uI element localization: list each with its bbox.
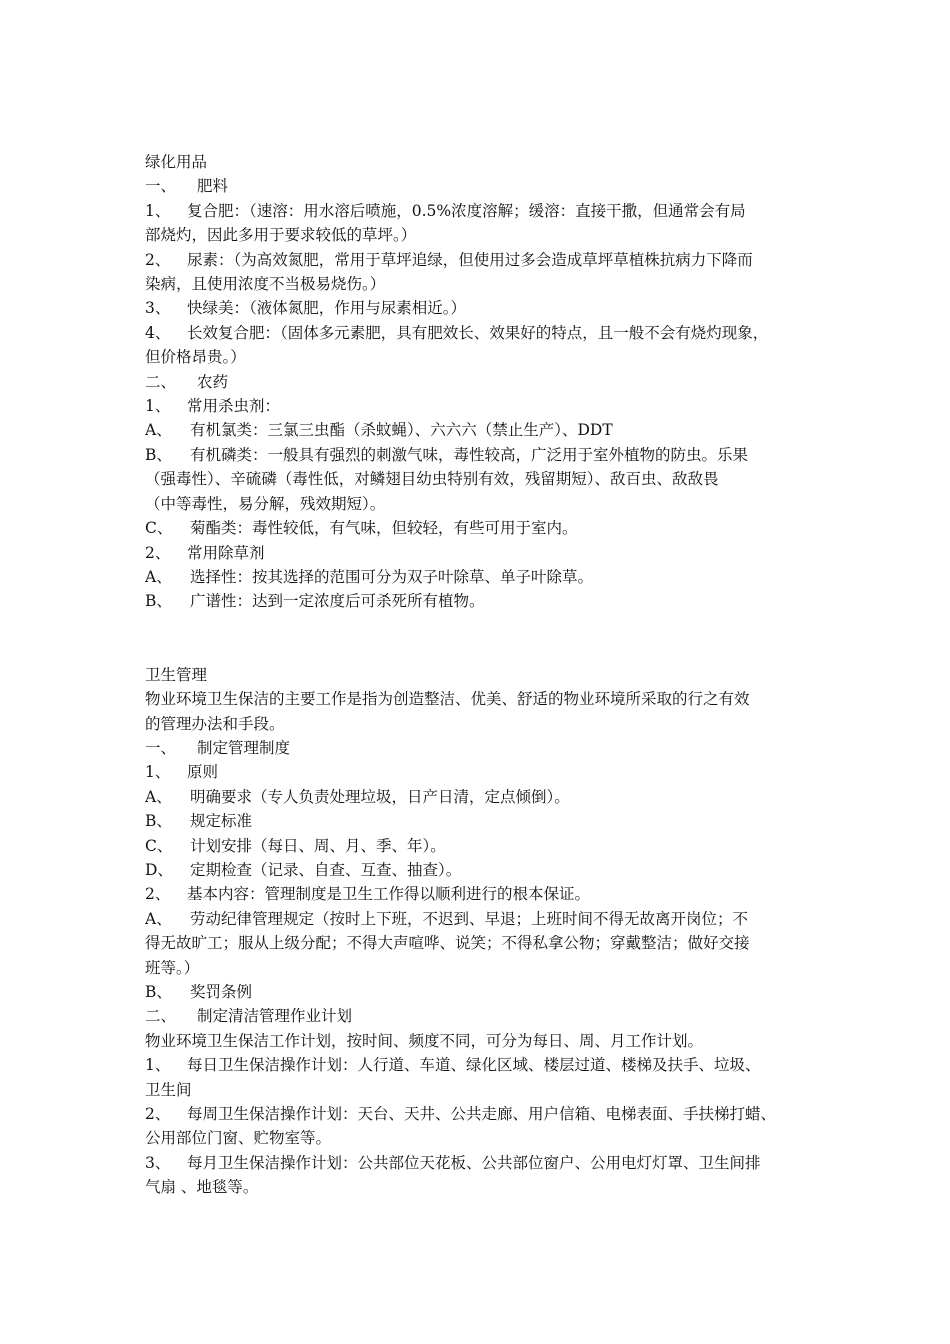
- list-item: [145, 516, 820, 540]
- list-item-continuation: 染病，且使用浓度不当极易烧伤。）: [145, 275, 386, 294]
- list-item: [145, 565, 820, 589]
- heading-text: 制定管理制度: [197, 738, 291, 757]
- list-item: [145, 1151, 820, 1175]
- list-item: [145, 394, 820, 418]
- list-marker: C、: [145, 836, 173, 855]
- document-page: [145, 150, 820, 1200]
- list-marker: A、: [145, 567, 172, 586]
- list-item-text: 广谱性：达到一定浓度后可杀死所有植物。: [190, 592, 485, 611]
- list-marker: A、: [145, 787, 172, 806]
- list-marker: A、: [145, 421, 172, 440]
- list-marker: A、: [145, 909, 172, 928]
- list-item: [145, 760, 820, 784]
- list-item-text: 常用杀虫剂：: [187, 397, 281, 416]
- heading-rules: [145, 736, 820, 760]
- list-item-continuation: 气扇 、地毯等。: [145, 1178, 259, 1197]
- list-item: [145, 248, 820, 272]
- list-item: [145, 858, 820, 882]
- list-marker: 1、: [145, 201, 171, 220]
- list-marker: 1、: [145, 397, 171, 416]
- list-item-text: 每月卫生保洁操作计划：公共部位天花板、公共部位窗户、公用电灯灯罩、卫生间排: [187, 1153, 761, 1172]
- list-marker: 2、: [145, 543, 171, 562]
- list-item-text: 菊酯类：毒性较低，有气味，但较轻，有些可用于室内。: [190, 519, 578, 538]
- list-item-continuation: 但价格昂贵。）: [145, 348, 246, 367]
- list-item-text: 计划安排（每日、周、月、季、年）。: [190, 836, 446, 855]
- section-spacer: [145, 614, 820, 663]
- list-item: [145, 882, 820, 906]
- list-item: [145, 199, 820, 223]
- list-item-text: 每日卫生保洁操作计划：人行道、车道、绿化区域、楼层过道、楼梯及扶手、垃圾、: [187, 1056, 761, 1075]
- list-marker: C、: [145, 519, 173, 538]
- section-title: 绿化用品: [145, 153, 208, 171]
- list-item-text: 劳动纪律管理规定（按时上下班，不迟到、早退；上班时间不得无故离开岗位；不: [190, 909, 749, 928]
- list-item-text: 规定标准: [190, 812, 253, 831]
- list-marker: 3、: [145, 299, 171, 318]
- list-item: [145, 418, 820, 442]
- list-marker: 二、: [145, 1007, 177, 1026]
- list-marker: B、: [145, 983, 172, 1001]
- list-item-continuation: 公用部位门窗、贮物室等。: [145, 1129, 332, 1148]
- list-item-text: 长效复合肥：（固体多元素肥，具有肥效长、效果好的特点，且一般不会有烧灼现象，: [187, 323, 769, 342]
- list-item-continuation: 部烧灼，因此多用于要求较低的草坪。）: [145, 226, 417, 245]
- list-item: [145, 834, 820, 858]
- list-marker: B、: [145, 592, 172, 611]
- list-marker: 2、: [145, 885, 171, 904]
- section-title: 卫生管理: [145, 665, 208, 684]
- heading-text: 肥料: [197, 177, 229, 196]
- heading-text: 制定清洁管理作业计划: [197, 1007, 353, 1026]
- paragraph: 物业环境卫生保洁的主要工作是指为创造整洁、优美、舒适的物业环境所采取的行之有效: [145, 690, 750, 709]
- list-item: [145, 907, 820, 931]
- list-item: [145, 296, 820, 320]
- list-item: [145, 980, 820, 1004]
- list-marker: 二、: [145, 372, 177, 391]
- list-item-text: 常用除草剂: [187, 543, 265, 562]
- list-marker: D、: [145, 860, 173, 879]
- list-marker: 1、: [145, 763, 171, 782]
- list-marker: 一、: [145, 177, 177, 196]
- list-marker: B、: [145, 812, 172, 831]
- heading-text: 农药: [197, 372, 229, 391]
- list-item-continuation: 卫生间: [145, 1080, 192, 1099]
- list-item-text: 奖罚条例: [190, 983, 253, 1001]
- list-item: [145, 321, 820, 345]
- list-item-text: 选择性：按其选择的范围可分为双子叶除草、单子叶除草。: [190, 567, 594, 586]
- list-marker: B、: [145, 445, 172, 464]
- list-item: [145, 785, 820, 809]
- list-item-continuation: （中等毒性，易分解，残效期短）。: [145, 494, 386, 513]
- list-item: [145, 443, 820, 467]
- list-item-text: 有机氯类：三氯三虫酯（杀蚊蝇）、六六六（禁止生产）、DDT: [190, 421, 613, 440]
- list-marker: 4、: [145, 323, 171, 342]
- heading-cleaning-plan: [145, 1004, 820, 1028]
- list-item: [145, 589, 820, 613]
- list-item: [145, 809, 820, 833]
- paragraph-continuation: 的管理办法和手段。: [145, 714, 285, 733]
- list-item: [145, 541, 820, 565]
- list-item-continuation: 班等。）: [145, 958, 200, 977]
- list-item-text: 定期检查（记录、自查、互查、抽查）。: [190, 860, 462, 879]
- list-marker: 2、: [145, 250, 171, 269]
- list-marker: 一、: [145, 738, 177, 757]
- list-item-continuation: （强毒性）、辛硫磷（毒性低，对鳞翅目幼虫特别有效，残留期短）、敌百虫、敌敌畏: [145, 470, 719, 489]
- list-marker: 1、: [145, 1056, 171, 1075]
- list-item-text: 明确要求（专人负责处理垃圾，日产日清，定点倾倒）。: [190, 787, 570, 806]
- list-marker: 2、: [145, 1105, 171, 1124]
- heading-pesticide: [145, 370, 820, 394]
- list-marker: 3、: [145, 1153, 171, 1172]
- list-item: [145, 1053, 820, 1077]
- paragraph: 物业环境卫生保洁工作计划，按时间、频度不同，可分为每日、周、月工作计划。: [145, 1031, 704, 1050]
- list-item: [145, 1102, 820, 1126]
- list-item-text: 复合肥：（速溶：用水溶后喷施，0.5%浓度溶解；缓溶：直接干撒，但通常会有局: [187, 201, 746, 220]
- list-item-text: 基本内容：管理制度是卫生工作得以顺利进行的根本保证。: [187, 885, 591, 904]
- list-item-continuation: 得无故旷工；服从上级分配；不得大声喧哗、说笑；不得私拿公物；穿戴整洁；做好交接: [145, 934, 750, 953]
- list-item-text: 原则: [187, 763, 219, 782]
- list-item-text: 尿素：（为高效氮肥，常用于草坪追绿，但使用过多会造成草坪草植株抗病力下降而: [187, 250, 753, 269]
- list-item-text: 有机磷类：一般具有强烈的刺激气味，毒性较高，广泛用于室外植物的防虫。乐果: [190, 445, 749, 464]
- list-item-text: 快绿美：（液体氮肥，作用与尿素相近。）: [187, 299, 467, 318]
- heading-fertilizer: [145, 174, 820, 198]
- list-item-text: 每周卫生保洁操作计划：天台、天井、公共走廊、用户信箱、电梯表面、手扶梯打蜡、: [187, 1105, 777, 1124]
